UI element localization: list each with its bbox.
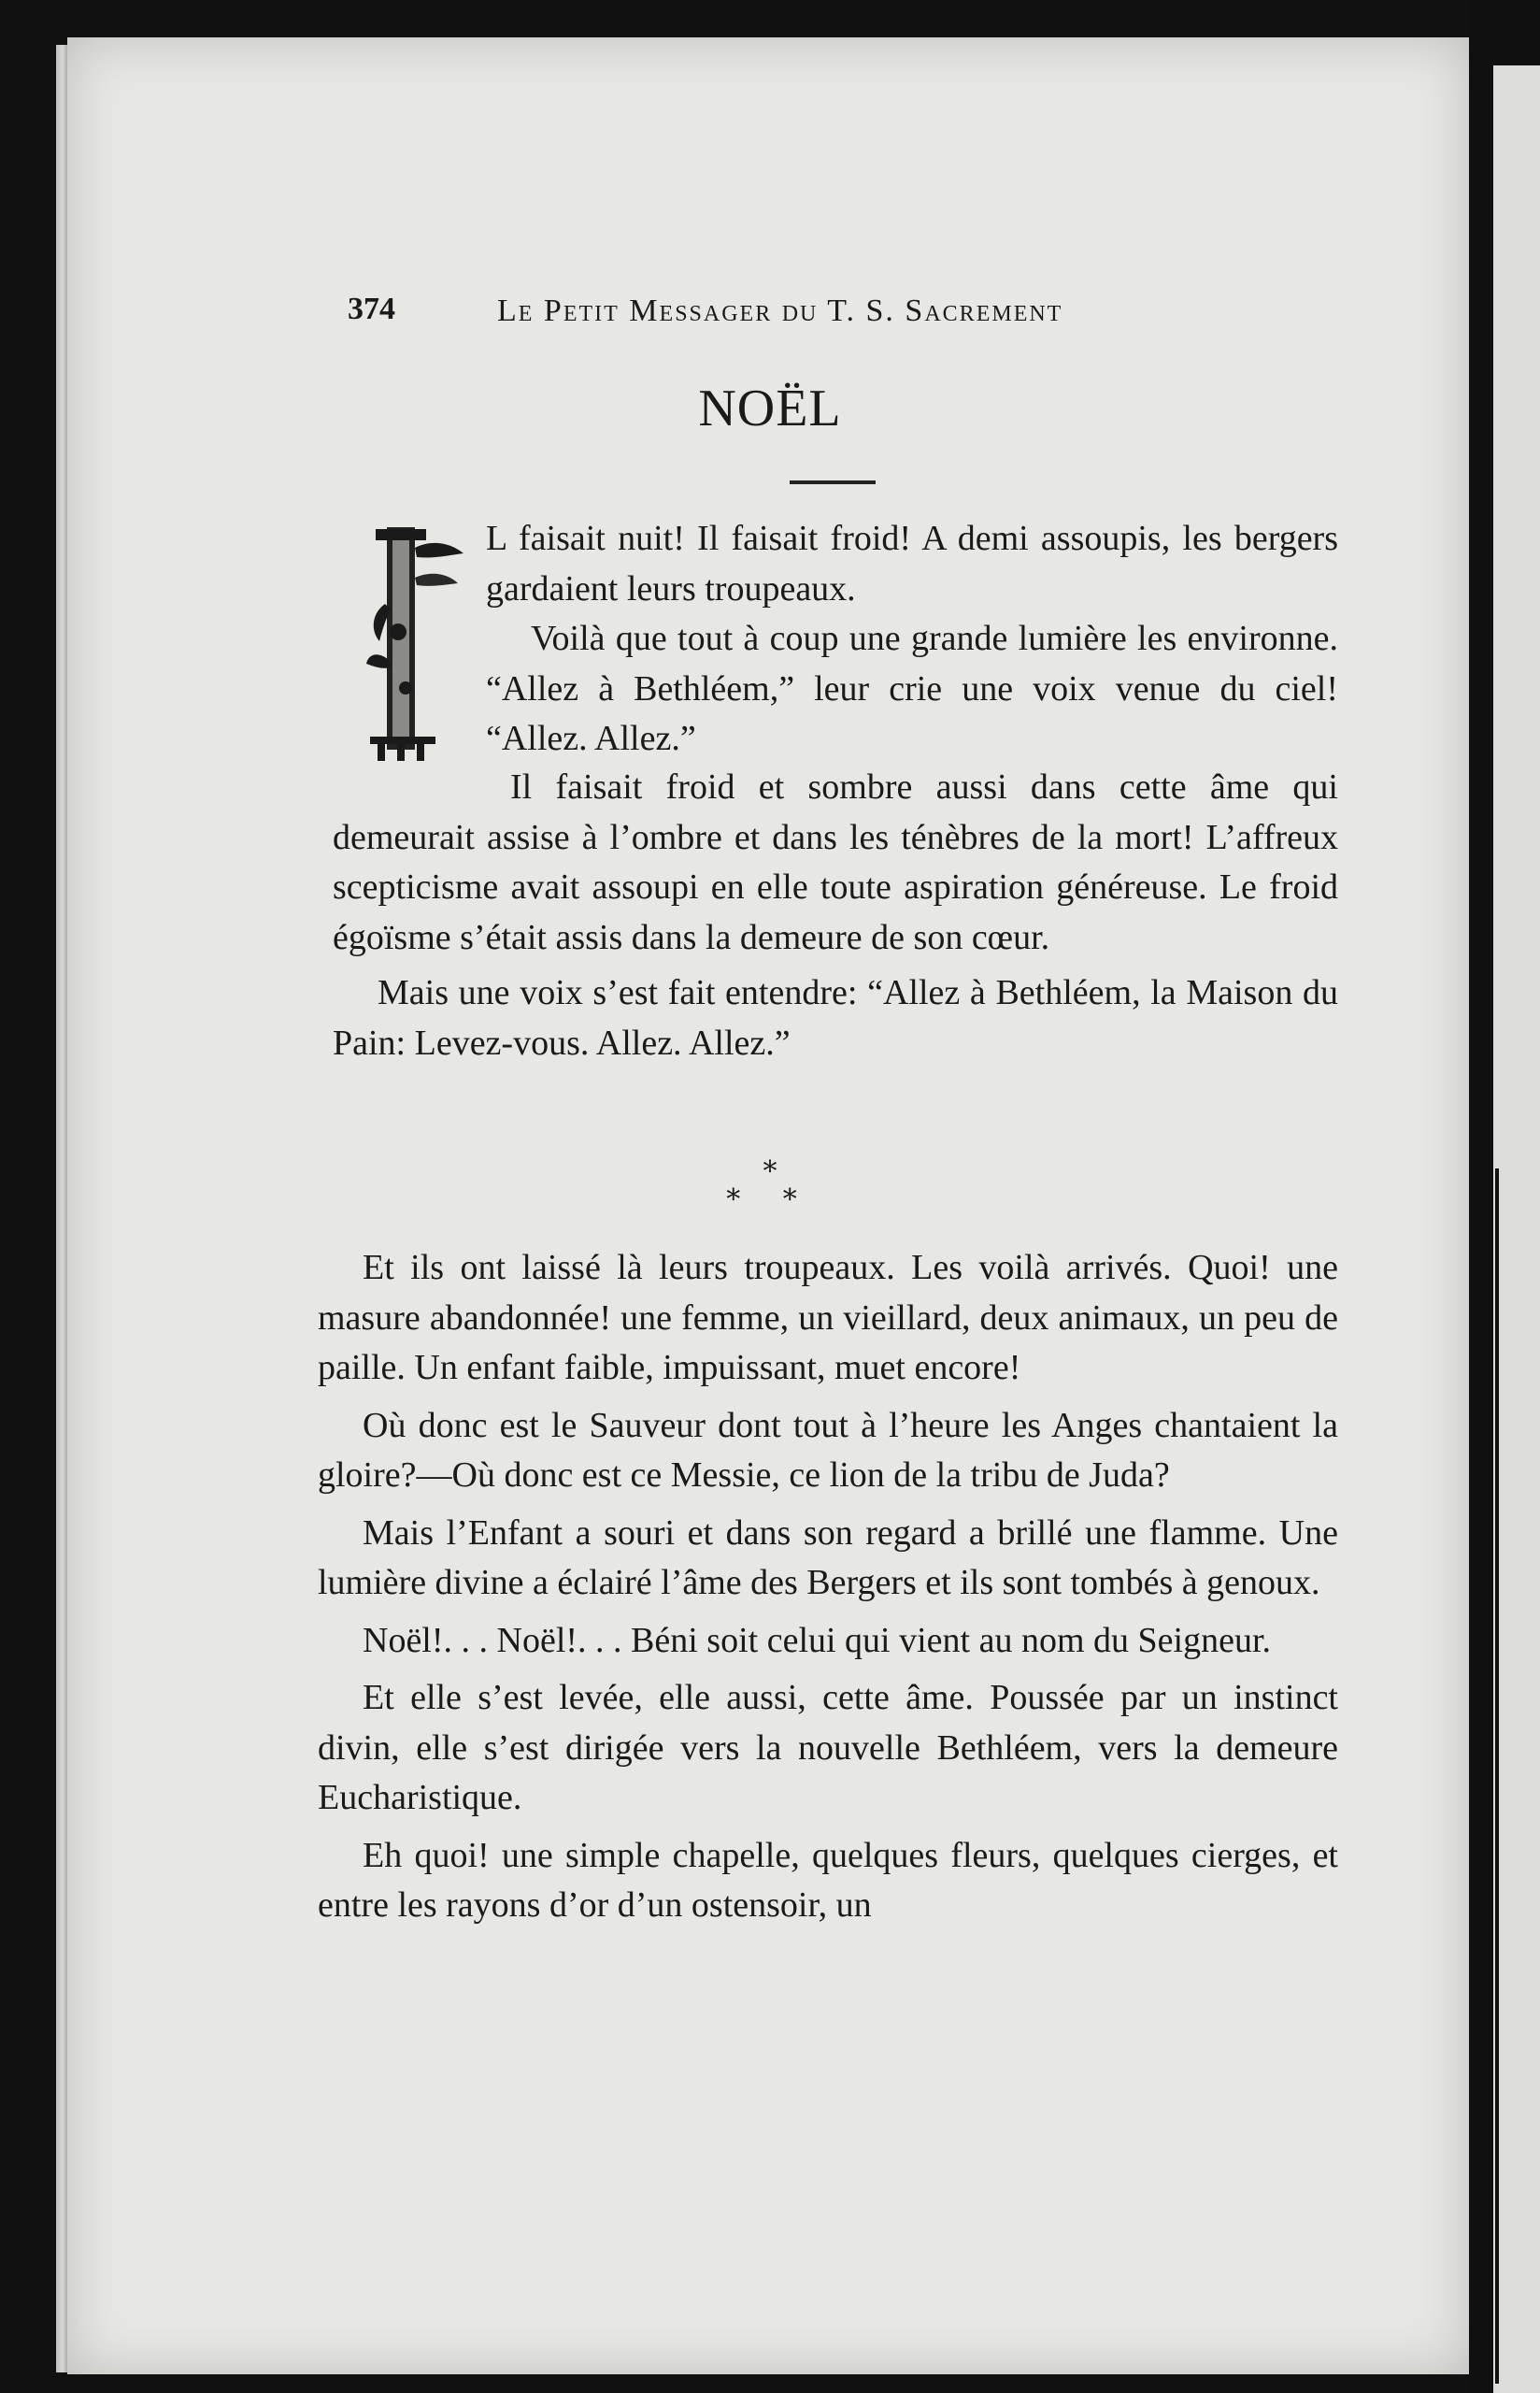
- ornamental-dropcap-icon: [366, 520, 469, 763]
- first-section-body: [333, 763, 1338, 1068]
- separator-star-top: *: [763, 1155, 777, 1188]
- paragraph-2: Voilà que tout à coup une grande lumière les environne. “Allez à Bethléem,” leur crie une voix venue du ciel! “Allez. Allez.”: [486, 619, 1338, 758]
- paragraph-1: L faisait nuit! Il faisait froid! A demi assoupis, les bergers gardaient leurs troupeaux.: [486, 519, 1338, 609]
- running-head: [348, 292, 1245, 338]
- second-section-body: [318, 1243, 1338, 1939]
- paragraph-8: Noël!. . . Noël!. . . Béni soit celui qui vient au nom du Seigneur.: [363, 1620, 1272, 1660]
- paragraph-10: Eh quoi! une simple chapelle, quelques fleurs, quelques cierges, et entre les rayons d’or d’un ostensoir, un: [318, 1835, 1338, 1925]
- binding-line: [1495, 1168, 1499, 2384]
- journal-title: Le Petit Messager du T. S. Sacrement: [497, 294, 1063, 328]
- dropcap-paragraphs: [486, 514, 1338, 765]
- paragraph-4: Mais une voix s’est fait entendre: “Allez à Bethléem, la Maison du Pain: Levez-vous. Allez. Allez.”: [333, 973, 1338, 1063]
- paragraph-9: Et elle s’est levée, elle aussi, cette âme. Poussée par un instinct divin, elle s’est dirigée vers la nouvelle Bethléem, vers la demeure Eucharistique.: [318, 1678, 1338, 1817]
- paragraph-6: Où donc est le Sauveur dont tout à l’heure les Anges chantaient la gloire?—Où donc est ce Messie, ce lion de la tribu de Juda?: [318, 1405, 1338, 1495]
- page-number: 374: [348, 292, 395, 326]
- paragraph-5: Et ils ont laissé là leurs troupeaux. Les voilà arrivés. Quoi! une masure abandonnée! une femme, un vieillard, deux animaux, un peu de paille. Un enfant faible, impuissant, muet encore!: [318, 1248, 1338, 1387]
- paragraph-7: Mais l’Enfant a souri et dans son regard a brillé une flamme. Une lumière divine a éclairé l’âme des Bergers et ils sont tombés à genoux.: [318, 1512, 1338, 1602]
- paragraph-3: Il faisait froid et sombre aussi dans cette âme qui demeurait assise à l’ombre et dans les ténèbres de la mort! L’affreux scepticisme avait assoupi en elle toute aspiration généreuse. Le froid égoïsme s’était assis dans la demeure de son cœur.: [333, 767, 1338, 957]
- title-rule: [790, 480, 876, 484]
- article-title: NOËL: [698, 380, 842, 437]
- separator-stars-bottom: * *: [726, 1183, 814, 1216]
